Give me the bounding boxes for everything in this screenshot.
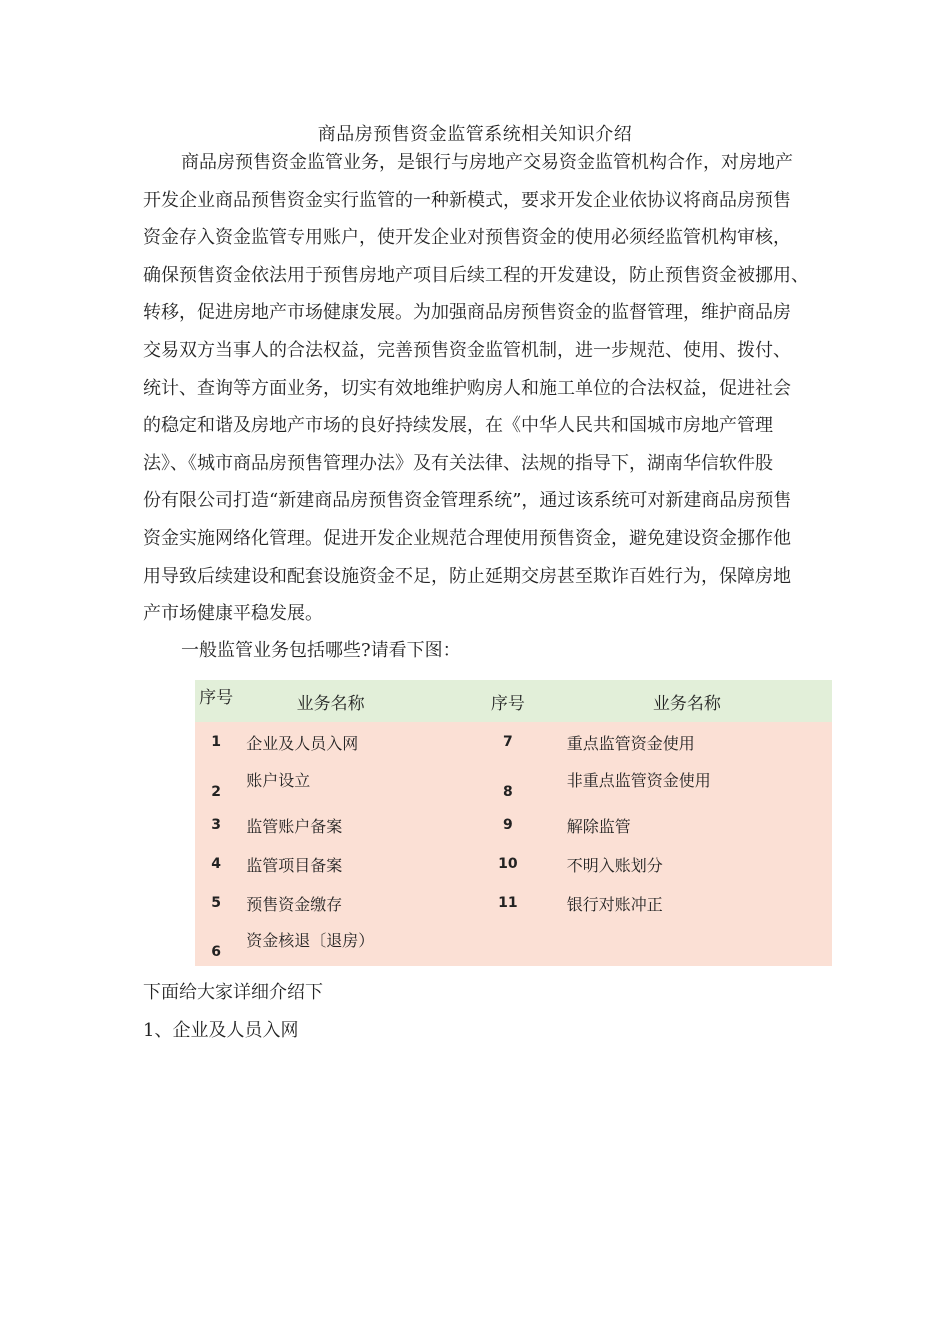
row-business-name: 非重点监管资金使用 — [566, 771, 711, 790]
row-business-name: 解除监管 — [566, 816, 631, 836]
paragraph-line: 开发企业商品预售资金实行监管的一种新模式，要求开发企业依协议将商品房预售 — [143, 189, 791, 211]
paragraph-line: 法》、《城市商品房预售管理办法》及有关法律、法规的指导下，湖南华信软件股 — [143, 452, 773, 474]
paragraph-line: 交易双方当事人的合法权益，完善预售资金监管机制，进一步规范、使用、拨付、 — [143, 339, 791, 361]
paragraph-line: 的稳定和谐及房地产市场的良好持续发展，在《中华人民共和国城市房地产管理 — [143, 415, 773, 437]
paragraph-line: 资金实施网络化管理。促进开发企业规范合理使用预售资金，避免建设资金挪作他 — [143, 527, 791, 549]
row-business-name: 重点监管资金使用 — [566, 733, 695, 753]
row-business-name: 监管账户备案 — [246, 816, 343, 836]
body-paragraph — [143, 144, 843, 633]
header-business-name: 业务名称 — [296, 693, 365, 714]
row-seq: 6 — [211, 944, 222, 960]
row-seq: 4 — [211, 856, 222, 872]
row-seq: 3 — [211, 817, 222, 833]
paragraph-line: 统计、查询等方面业务，切实有效地维护购房人和施工单位的合法权益，促进社会 — [143, 377, 791, 399]
table-row — [195, 922, 832, 966]
paragraph-line: 资金存入资金监管专用账户，使开发企业对预售资金的使用必须经监管机构审核， — [143, 227, 791, 249]
row-seq — [464, 922, 552, 966]
row-seq: 8 — [503, 784, 513, 800]
table-row — [195, 806, 832, 844]
document-title: 商品房预售资金监管系统相关知识介绍 — [317, 124, 633, 145]
row-business-name: 监管项目备案 — [246, 855, 343, 875]
paragraph-line: 转移，促进房地产市场健康发展。为加强商品房预售资金的监督管理，维护商品房 — [143, 302, 791, 324]
business-table — [195, 680, 832, 966]
paragraph-line: 份有限公司打造“新建商品房预售资金管理系统”，通过该系统可对新建商品房预售 — [143, 490, 792, 512]
table-intro: 一般监管业务包括哪些?请看下图： — [181, 640, 461, 661]
header-business-name: 业务名称 — [652, 693, 721, 714]
row-seq: 10 — [498, 856, 518, 872]
row-business-name: 企业及人员入网 — [246, 733, 359, 753]
header-seq: 序号 — [199, 688, 234, 708]
row-business-name: 预售资金缴存 — [246, 894, 343, 914]
table-row — [195, 722, 832, 762]
paragraph-line: 产市场健康平稳发展。 — [143, 603, 323, 625]
paragraph-line: 确保预售资金依法用于预售房地产项目后续工程的开发建设，防止预售资金被挪用、 — [143, 264, 809, 286]
row-business-name — [552, 922, 832, 966]
section-heading: 1、企业及人员入网 — [143, 1020, 299, 1041]
header-seq: 序号 — [490, 693, 525, 714]
row-business-name: 不明入账划分 — [566, 855, 663, 875]
paragraph-line: 用导致后续建设和配套设施资金不足，防止延期交房甚至欺诈百姓行为，保障房地 — [143, 565, 791, 587]
table-row — [195, 884, 832, 922]
paragraph-line: 商品房预售资金监管业务，是银行与房地产交易资金监管机构合作，对房地产 — [181, 152, 793, 173]
table-row — [195, 844, 832, 884]
row-business-name: 账户设立 — [246, 771, 311, 790]
row-seq: 9 — [503, 817, 513, 833]
row-seq: 1 — [211, 734, 222, 750]
section-lead: 下面给大家详细介绍下 — [143, 982, 323, 1003]
table-header-row — [195, 680, 832, 722]
row-seq: 5 — [211, 895, 222, 911]
row-seq: 11 — [498, 895, 518, 911]
row-seq: 2 — [211, 784, 222, 800]
row-seq: 7 — [503, 734, 513, 750]
row-business-name: 资金核退〔退房） — [246, 931, 375, 950]
table-row — [195, 762, 832, 806]
row-business-name: 银行对账冲正 — [566, 894, 663, 914]
